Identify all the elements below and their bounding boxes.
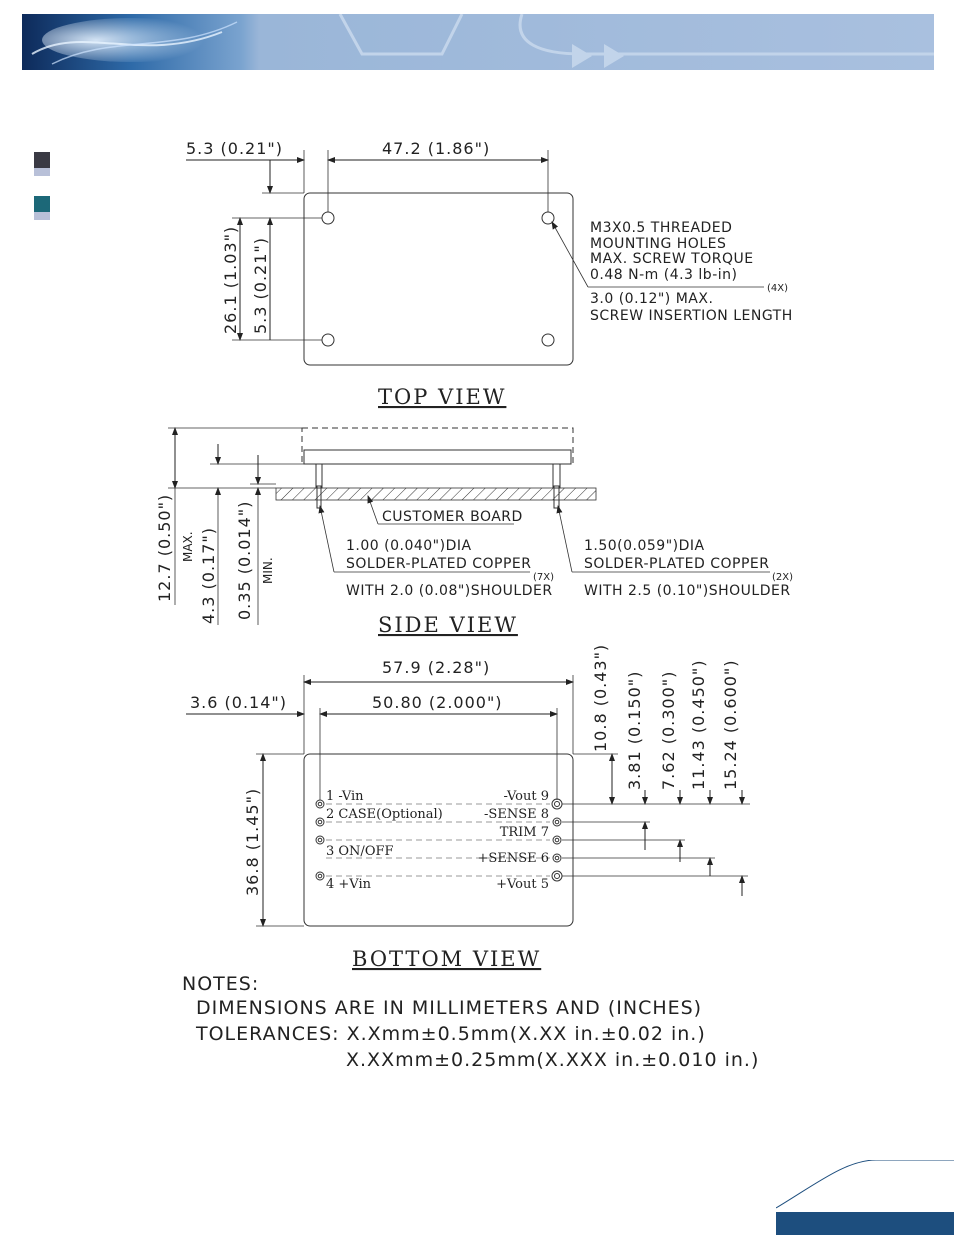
bottom-dim-v5: 15.24 (0.600") bbox=[721, 659, 740, 790]
notes-line-2: TOLERANCES: X.Xmm±0.5mm(X.XX in.±0.02 in.) bbox=[196, 1023, 706, 1045]
pin-label-6: +SENSE 6 bbox=[477, 851, 549, 866]
notes bbox=[182, 973, 759, 1071]
pin-large-line-1: 1.50(0.059")DIA bbox=[584, 538, 705, 554]
side-dim-standoff: 0.35 (0.014") bbox=[235, 500, 254, 620]
pin-label-2: 2 CASE(Optional) bbox=[326, 807, 443, 822]
pin-label-3: 3 ON/OFF bbox=[326, 844, 394, 859]
side-dim-body: 4.3 (0.17") bbox=[199, 527, 218, 624]
bottom-dim-v1: 10.8 (0.43") bbox=[591, 643, 610, 752]
mounting-hole-1 bbox=[322, 212, 334, 224]
pin-label-7: TRIM 7 bbox=[499, 825, 549, 840]
top-dim-width: 47.2 (1.86") bbox=[382, 139, 491, 158]
callout-hole-line-2: MOUNTING HOLES bbox=[590, 236, 727, 252]
bottom-dim-v2: 3.81 (0.150") bbox=[625, 670, 644, 790]
pin-large-count: (2X) bbox=[772, 572, 794, 583]
top-dim-left-offset: 5.3 (0.21") bbox=[186, 139, 283, 158]
bottom-dim-v3: 7.62 (0.300") bbox=[659, 670, 678, 790]
top-dim-top-offset: 5.3 (0.21") bbox=[251, 237, 270, 334]
callout-hole-line-4: 0.48 N-m (4.3 lb-in) bbox=[590, 267, 738, 283]
callout-hole-count: (4X) bbox=[767, 283, 789, 294]
bottom-dim-height: 36.8 (1.45") bbox=[243, 787, 262, 896]
callout-hole-line-3: MAX. SCREW TORQUE bbox=[590, 251, 754, 267]
callout-hole-line-1: M3X0.5 THREADED bbox=[590, 220, 733, 236]
pin-large-line-3: WITH 2.5 (0.10")SHOULDER bbox=[584, 583, 791, 599]
bottom-view bbox=[186, 644, 750, 971]
pin-small-line-3: WITH 2.0 (0.08")SHOULDER bbox=[346, 583, 553, 599]
pin-large-line-2: SOLDER-PLATED COPPER bbox=[584, 556, 770, 572]
bottom-dim-left-offset: 3.6 (0.14") bbox=[190, 693, 287, 712]
pin-label-8: -SENSE 8 bbox=[484, 807, 549, 822]
mounting-hole-4 bbox=[542, 334, 554, 346]
bottom-dim-v4: 11.43 (0.450") bbox=[689, 659, 708, 790]
pin-label-4: 4 +Vin bbox=[326, 877, 371, 892]
pin-label-9: -Vout 9 bbox=[503, 789, 549, 804]
top-view bbox=[186, 139, 793, 409]
pin-small-line-1: 1.00 (0.040")DIA bbox=[346, 538, 472, 554]
pin-small-count: (7X) bbox=[533, 572, 555, 583]
bottom-view-title: BOTTOM VIEW bbox=[352, 947, 542, 971]
callout-insertion-line-1: 3.0 (0.12") MAX. bbox=[590, 291, 714, 307]
top-dim-height: 26.1 (1.03") bbox=[221, 225, 240, 334]
notes-heading: NOTES: bbox=[182, 973, 260, 995]
side-view bbox=[155, 428, 793, 637]
callout-insertion-line-2: SCREW INSERTION LENGTH bbox=[590, 308, 793, 324]
customer-board bbox=[276, 488, 596, 500]
pin-label-1: 1 -Vin bbox=[326, 789, 364, 804]
top-view-title: TOP VIEW bbox=[378, 385, 507, 409]
top-view-outline bbox=[304, 193, 573, 365]
pin-label-5: +Vout 5 bbox=[496, 877, 549, 892]
customer-board-label: CUSTOMER BOARD bbox=[382, 509, 523, 525]
bottom-dim-width: 57.9 (2.28") bbox=[382, 658, 491, 677]
side-view-max-outline bbox=[302, 428, 573, 464]
side-dim-height-note: MAX. bbox=[181, 531, 195, 562]
notes-line-3: X.XXmm±0.25mm(X.XXX in.±0.010 in.) bbox=[346, 1049, 760, 1071]
pin-small-line-2: SOLDER-PLATED COPPER bbox=[346, 556, 532, 572]
notes-line-1: DIMENSIONS ARE IN MILLIMETERS AND (INCHES) bbox=[196, 997, 703, 1019]
bottom-dim-pin-span: 50.80 (2.000") bbox=[372, 693, 503, 712]
side-dim-height: 12.7 (0.50") bbox=[155, 493, 174, 602]
mounting-hole-3 bbox=[322, 334, 334, 346]
side-view-title: SIDE VIEW bbox=[378, 613, 518, 637]
footer-tab bbox=[776, 1160, 954, 1235]
side-dim-standoff-note: MIN. bbox=[261, 557, 275, 584]
